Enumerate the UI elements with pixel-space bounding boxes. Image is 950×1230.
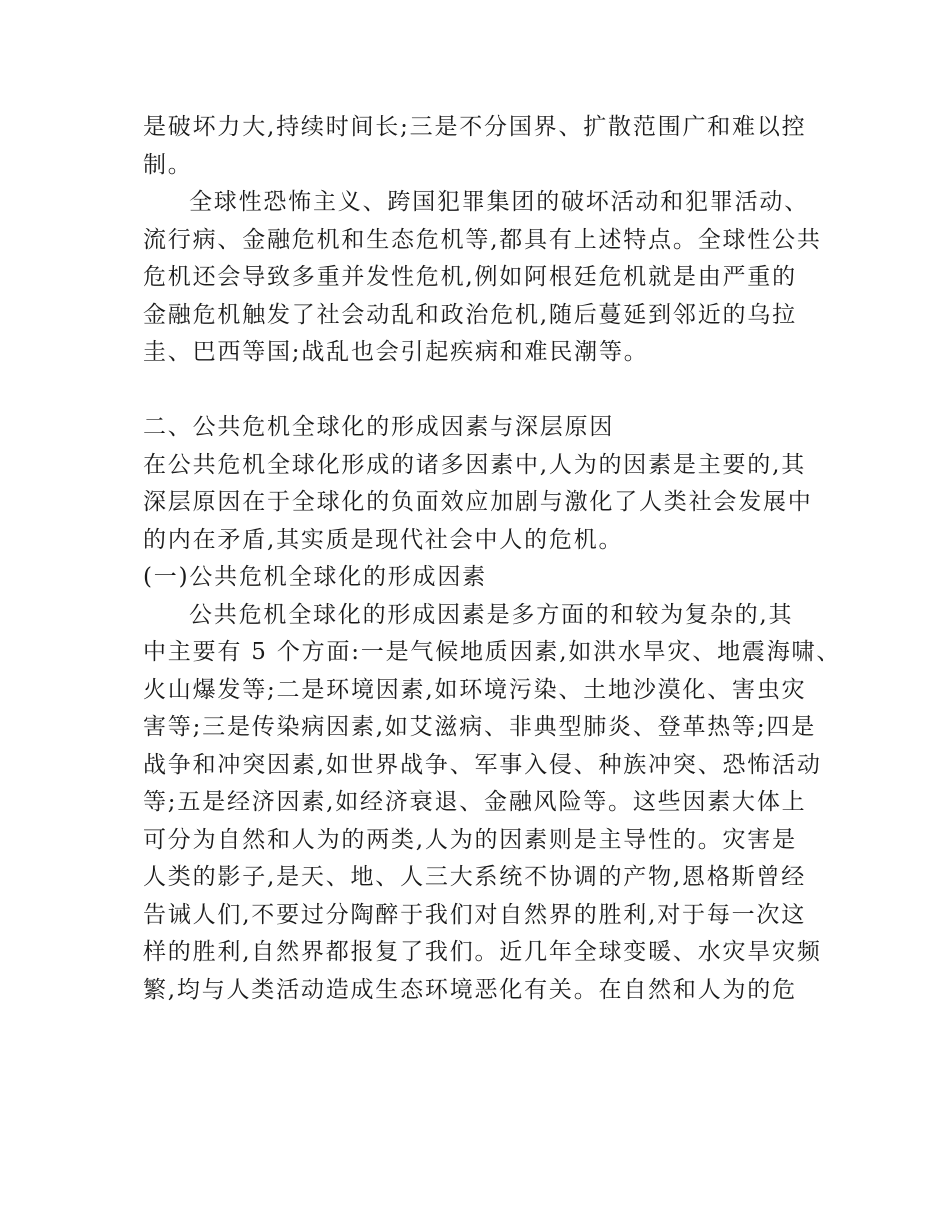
- text-line: 繁,均与人类活动造成生态环境恶化有关。在自然和人为的危: [143, 976, 797, 1003]
- heading-line: (一)公共危机全球化的形成因素: [143, 564, 487, 590]
- text-line: 危机还会导致多重并发性危机,例如阿根廷危机就是由严重的: [143, 264, 797, 290]
- text-line: 的内在矛盾,其实质是现代社会中人的危机。: [143, 526, 624, 553]
- text-line: 等;五是经济因素,如经济衰退、金融风险等。这些因素大体上: [143, 789, 807, 815]
- text-line: 火山爆发等;二是环境因素,如环境污染、土地沙漠化、害虫灾: [143, 676, 807, 703]
- paragraph-continuation: [143, 109, 823, 184]
- text-line: 制。: [143, 151, 193, 178]
- text-line: 人类的影子,是天、地、人三大系统不协调的产物,恩格斯曾经: [143, 864, 807, 890]
- text-line: 中主要有 5 个方面:一是气候地质因素,如洪水旱灾、地震海啸、: [143, 639, 842, 665]
- text-line: 在公共危机全球化形成的诸多因素中,人为的因素是主要的,其: [143, 451, 807, 478]
- section-heading: [143, 409, 823, 447]
- text-line: 流行病、金融危机和生态危机等,都具有上述特点。全球性公共: [143, 226, 822, 253]
- text-line: 金融危机触发了社会动乱和政治危机,随后蔓延到邻近的乌拉: [143, 301, 797, 328]
- text-line: 告诫人们,不要过分陶醉于我们对自然界的胜利,对于每一次这: [143, 901, 807, 928]
- document-page: [143, 109, 842, 1009]
- subsection-heading: [143, 559, 823, 597]
- paragraph: [143, 597, 842, 1010]
- text-line: 深层原因在于全球化的负面效应加剧与激化了人类社会发展中: [143, 489, 813, 515]
- text-line: 可分为自然和人为的两类,人为的因素则是主导性的。灾害是: [143, 826, 797, 853]
- text-line: 害等;三是传染病因素,如艾滋病、非典型肺炎、登革热等;四是: [143, 714, 817, 740]
- text-line: 样的胜利,自然界都报复了我们。近几年全球变暖、水灾旱灾频: [143, 939, 822, 965]
- text-line: 圭、巴西等国;战乱也会引起疾病和难民潮等。: [143, 339, 649, 365]
- text-line: 全球性恐怖主义、跨国犯罪集团的破坏活动和犯罪活动、: [189, 189, 809, 215]
- blank-line: [143, 372, 823, 410]
- text-line: 是破坏力大,持续时间长;三是不分国界、扩散范围广和难以控: [143, 114, 807, 140]
- paragraph: [143, 447, 823, 560]
- paragraph: [143, 184, 823, 372]
- text-line: 战争和冲突因素,如世界战争、军事入侵、种族冲突、恐怖活动: [143, 751, 822, 778]
- text-line: 公共危机全球化的形成因素是多方面的和较为复杂的,其: [189, 601, 794, 628]
- heading-line: 二、公共危机全球化的形成因素与深层原因: [143, 414, 615, 440]
